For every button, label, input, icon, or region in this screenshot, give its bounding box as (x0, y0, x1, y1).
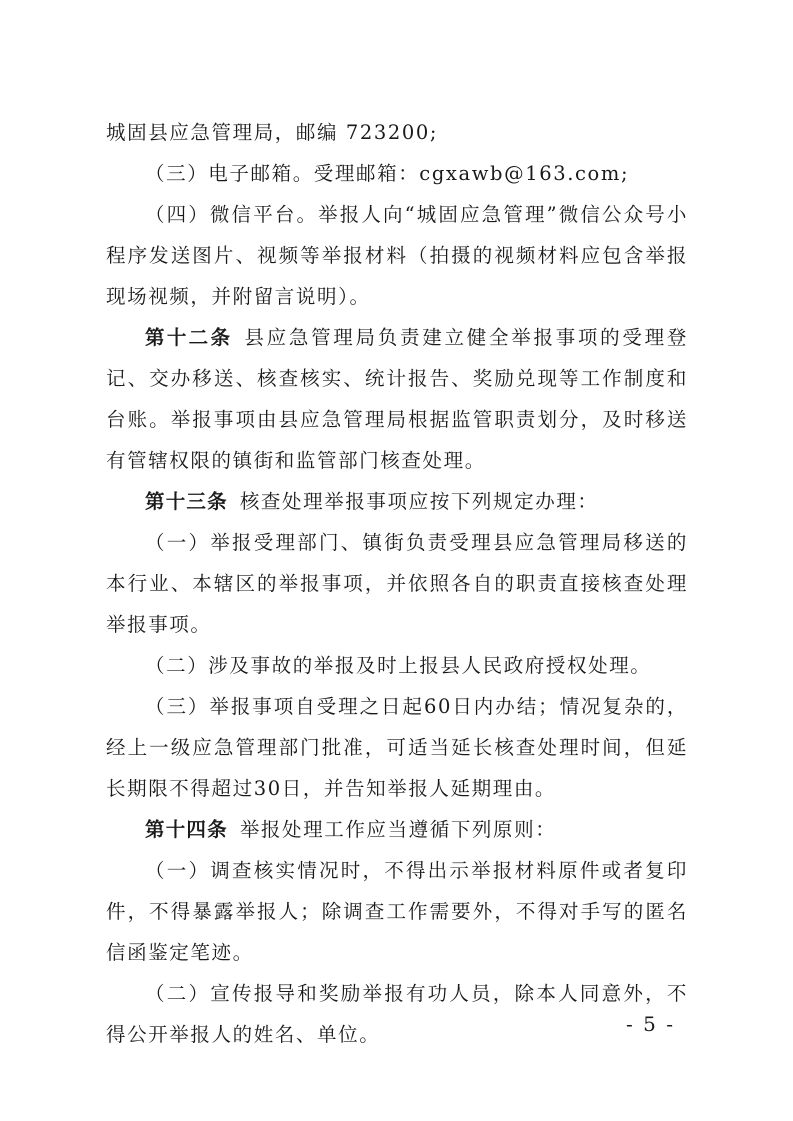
article-14-item-1 (106, 850, 688, 973)
paragraph-text: （三）举报事项自受理之日起60日内办结；情况复杂的，经上一级应急管理部门批准，可适当延长核查处理时间，但延长期限不得超过30日，并告知举报人延期理由。 (106, 695, 688, 800)
paragraph-text: （三）电子邮箱。受理邮箱：cgxawb@163.com; (145, 162, 630, 185)
article-14 (106, 809, 688, 850)
article-13 (106, 481, 688, 522)
article-13-item-3 (106, 686, 688, 809)
paragraph-text: 核查处理举报事项应按下列规定办理： (239, 490, 599, 513)
paragraph-text: （一）调查核实情况时，不得出示举报材料原件或者复印件，不得暴露举报人；除调查工作需要外，不得对手写的匿名信函鉴定笔迹。 (106, 859, 688, 964)
page-number: - 5 - (626, 1012, 675, 1036)
paragraph-text: （四）微信平台。举报人向“城固应急管理”微信公众号小程序发送图片、视频等举报材料（拍摄的视频材料应包含举报现场视频，并附留言说明）。 (106, 203, 688, 308)
paragraph-postcode (106, 112, 688, 153)
paragraph-text: 城固县应急管理局，邮编 723200; (106, 121, 439, 144)
paragraph-text: （二）涉及事故的举报及时上报县人民政府授权处理。 (145, 654, 652, 677)
paragraph-wechat (106, 194, 688, 317)
article-heading: 第十二条 (145, 326, 233, 349)
paragraph-text: （一）举报受理部门、镇街负责受理县应急管理局移送的本行业、本辖区的举报事项，并依照各自的职责直接核查处理举报事项。 (106, 531, 688, 636)
article-heading: 第十四条 (145, 818, 228, 841)
paragraph-email (106, 153, 688, 194)
paragraph-text: （二）宣传报导和奖励举报有功人员，除本人同意外，不得公开举报人的姓名、单位。 (106, 982, 688, 1046)
article-12 (106, 317, 688, 481)
paragraph-text: 县应急管理局负责建立健全举报事项的受理登记、交办移送、核查核实、统计报告、奖励兑现等工作制度和台账。举报事项由县应急管理局根据监管职责划分，及时移送有管辖权限的镇街和监管部门核查处理。 (106, 326, 688, 472)
article-14-item-2 (106, 973, 688, 1055)
article-heading: 第十三条 (145, 490, 228, 513)
paragraph-text: 举报处理工作应当遵循下列原则： (239, 818, 557, 841)
article-13-item-1 (106, 522, 688, 645)
document-body (106, 112, 688, 1055)
article-13-item-2 (106, 645, 688, 686)
